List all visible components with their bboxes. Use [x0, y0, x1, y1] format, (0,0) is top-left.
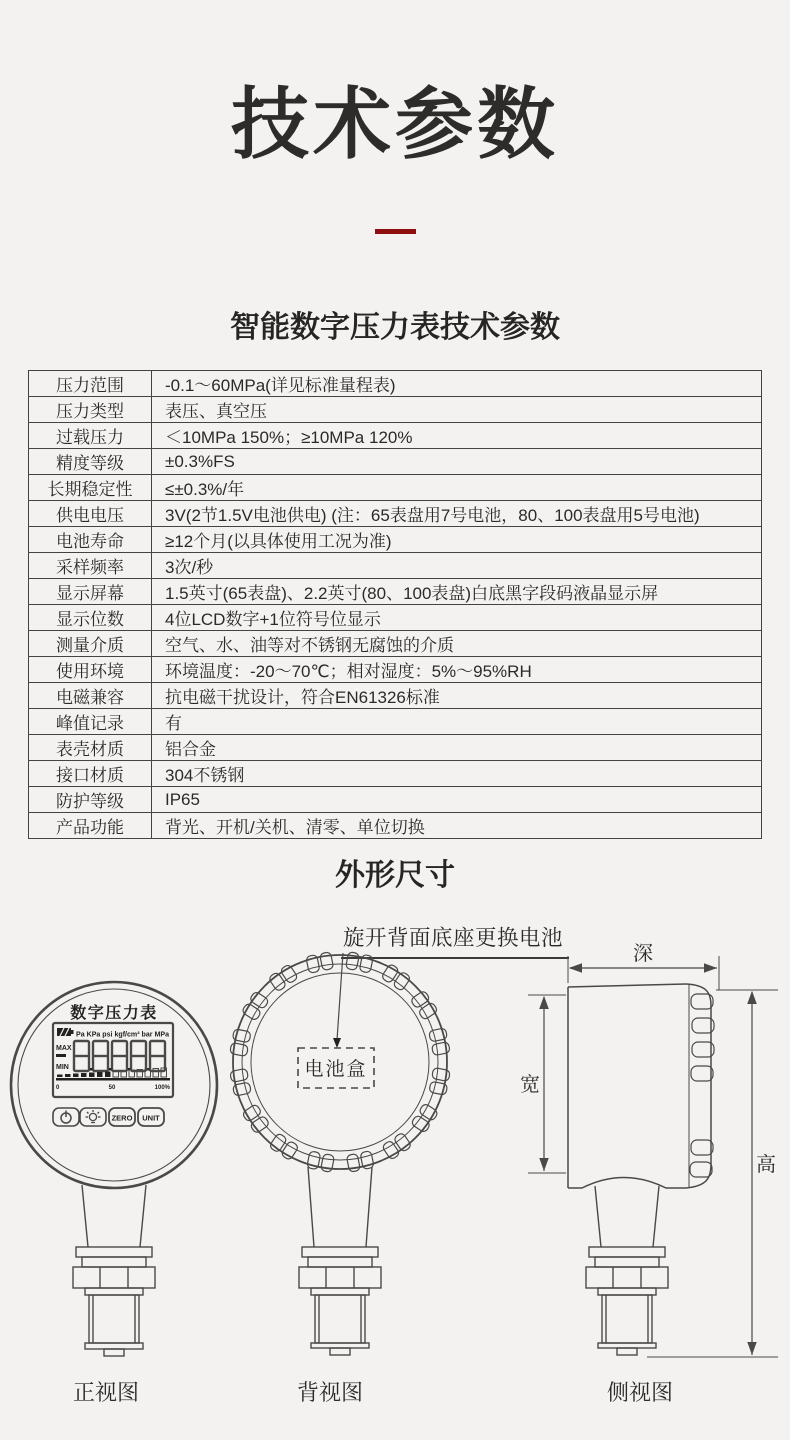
- table-row: [29, 709, 762, 735]
- table-row: [29, 501, 762, 527]
- back-stem: [299, 1167, 381, 1355]
- spec-value: ±0.3%FS: [152, 449, 762, 475]
- back-view-caption: 背视图: [296, 1380, 363, 1405]
- lcd-display: [53, 1023, 173, 1097]
- spec-value: 空气、水、油等对不锈钢无腐蚀的介质: [152, 631, 762, 657]
- spec-value: 3次/秒: [152, 553, 762, 579]
- spec-label: 使用环境: [29, 657, 152, 683]
- table-row: [29, 397, 762, 423]
- spec-label: 接口材质: [29, 761, 152, 787]
- depth-label: 深: [633, 943, 653, 965]
- gauge-buttons: [53, 1108, 164, 1126]
- gauge-brand-text: 数字压力表: [70, 1005, 158, 1022]
- battery-box-label: 电池盒: [304, 1059, 368, 1080]
- battery-box: [298, 1048, 374, 1088]
- spec-label: 显示位数: [29, 605, 152, 631]
- spec-table-body: [29, 371, 762, 839]
- spec-label: 显示屏幕: [29, 579, 152, 605]
- spec-label: 压力范围: [29, 371, 152, 397]
- spec-label: 精度等级: [29, 449, 152, 475]
- spec-value: 背光、开机/关机、清零、单位切换: [152, 813, 762, 839]
- spec-label: 供电电压: [29, 501, 152, 527]
- spec-label: 表壳材质: [29, 735, 152, 761]
- table-row: [29, 657, 762, 683]
- front-view-caption: 正视图: [72, 1380, 139, 1405]
- front-stem: [73, 1185, 155, 1356]
- spec-value: 1.5英寸(65表盘)、2.2英寸(80、100表盘)白底黑字段码液晶显示屏: [152, 579, 762, 605]
- table-row: [29, 423, 762, 449]
- dimensions-section-title: 外形尺寸: [335, 859, 455, 892]
- table-row: [29, 735, 762, 761]
- spec-label: 电池寿命: [29, 527, 152, 553]
- lcd-min-label: MIN: [56, 1064, 69, 1071]
- table-row: [29, 631, 762, 657]
- spec-label: 过载压力: [29, 423, 152, 449]
- table-row: [29, 683, 762, 709]
- spec-value: 抗电磁干扰设计，符合EN61326标准: [152, 683, 762, 709]
- spec-value: 3V(2节1.5V电池供电) (注：65表盘用7号电池，80、100表盘用5号电池): [152, 501, 762, 527]
- spec-value: 4位LCD数字+1位符号位显示: [152, 605, 762, 631]
- unit-button-label: UNIT: [142, 1113, 160, 1123]
- spec-label: 测量介质: [29, 631, 152, 657]
- height-dimension: [647, 990, 778, 1357]
- power-icon: [61, 1111, 71, 1124]
- lcd-max-label: MAX: [56, 1045, 72, 1052]
- spec-label: 采样频率: [29, 553, 152, 579]
- width-label: 宽: [520, 1074, 540, 1096]
- spec-value: ≥12个月(以具体使用工况为准): [152, 527, 762, 553]
- lcd-minus-sign: [56, 1054, 66, 1057]
- front-view-drawing: [8, 978, 220, 1378]
- bargraph-scale-50: 50: [108, 1085, 116, 1091]
- table-row: [29, 475, 762, 501]
- width-dimension: [520, 995, 566, 1173]
- bargraph-scale-100: 100%: [154, 1085, 170, 1091]
- red-divider: [375, 229, 416, 234]
- depth-dimension: [568, 942, 719, 990]
- side-view-drawing: [520, 930, 782, 1395]
- lcd-units-row: Pa KPa psi kgf/cm² bar MPa: [76, 1031, 170, 1039]
- spec-value: ＜10MPa 150%；≥10MPa 120%: [152, 423, 762, 449]
- zero-button-label: ZERO: [111, 1113, 133, 1123]
- spec-label: 产品功能: [29, 813, 152, 839]
- side-body: [568, 984, 711, 1188]
- page-title: 技术参数: [230, 80, 559, 168]
- battery-icon: [57, 1028, 74, 1036]
- table-row: [29, 605, 762, 631]
- battery-note: 旋开背面底座更换电池: [341, 921, 569, 959]
- table-row: [29, 553, 762, 579]
- spec-label: 峰值记录: [29, 709, 152, 735]
- table-row: [29, 813, 762, 839]
- spec-value: 环境温度：-20～70℃；相对湿度：5%～95%RH: [152, 657, 762, 683]
- spec-value: ≤±0.3%/年: [152, 475, 762, 501]
- table-row: [29, 371, 762, 397]
- table-heading: 智能数字压力表技术参数: [230, 311, 560, 344]
- table-row: [29, 527, 762, 553]
- bargraph-scale-0: 0: [56, 1085, 60, 1091]
- lcd-digits: [74, 1041, 165, 1071]
- spec-value: 304不锈钢: [152, 761, 762, 787]
- spec-label: 压力类型: [29, 397, 152, 423]
- spec-value: -0.1～60MPa(详见标准量程表): [152, 371, 762, 397]
- spec-label: 电磁兼容: [29, 683, 152, 709]
- spec-label: 防护等级: [29, 787, 152, 813]
- side-view-caption: 侧视图: [606, 1380, 673, 1405]
- table-row: [29, 449, 762, 475]
- spec-value: IP65: [152, 787, 762, 813]
- table-row: [29, 761, 762, 787]
- spec-label: 长期稳定性: [29, 475, 152, 501]
- height-label: 高: [756, 1154, 776, 1176]
- battery-note-leader: [333, 953, 343, 1048]
- side-stem: [586, 1186, 668, 1355]
- table-row: [29, 787, 762, 813]
- spec-value: 有: [152, 709, 762, 735]
- spec-value: 表压、真空压: [152, 397, 762, 423]
- lcd-bargraph: [56, 1068, 171, 1091]
- back-view-drawing: [232, 950, 448, 1396]
- table-row: [29, 579, 762, 605]
- backlight-icon: [86, 1110, 101, 1123]
- spec-value: 铝合金: [152, 735, 762, 761]
- spec-table: [28, 370, 762, 839]
